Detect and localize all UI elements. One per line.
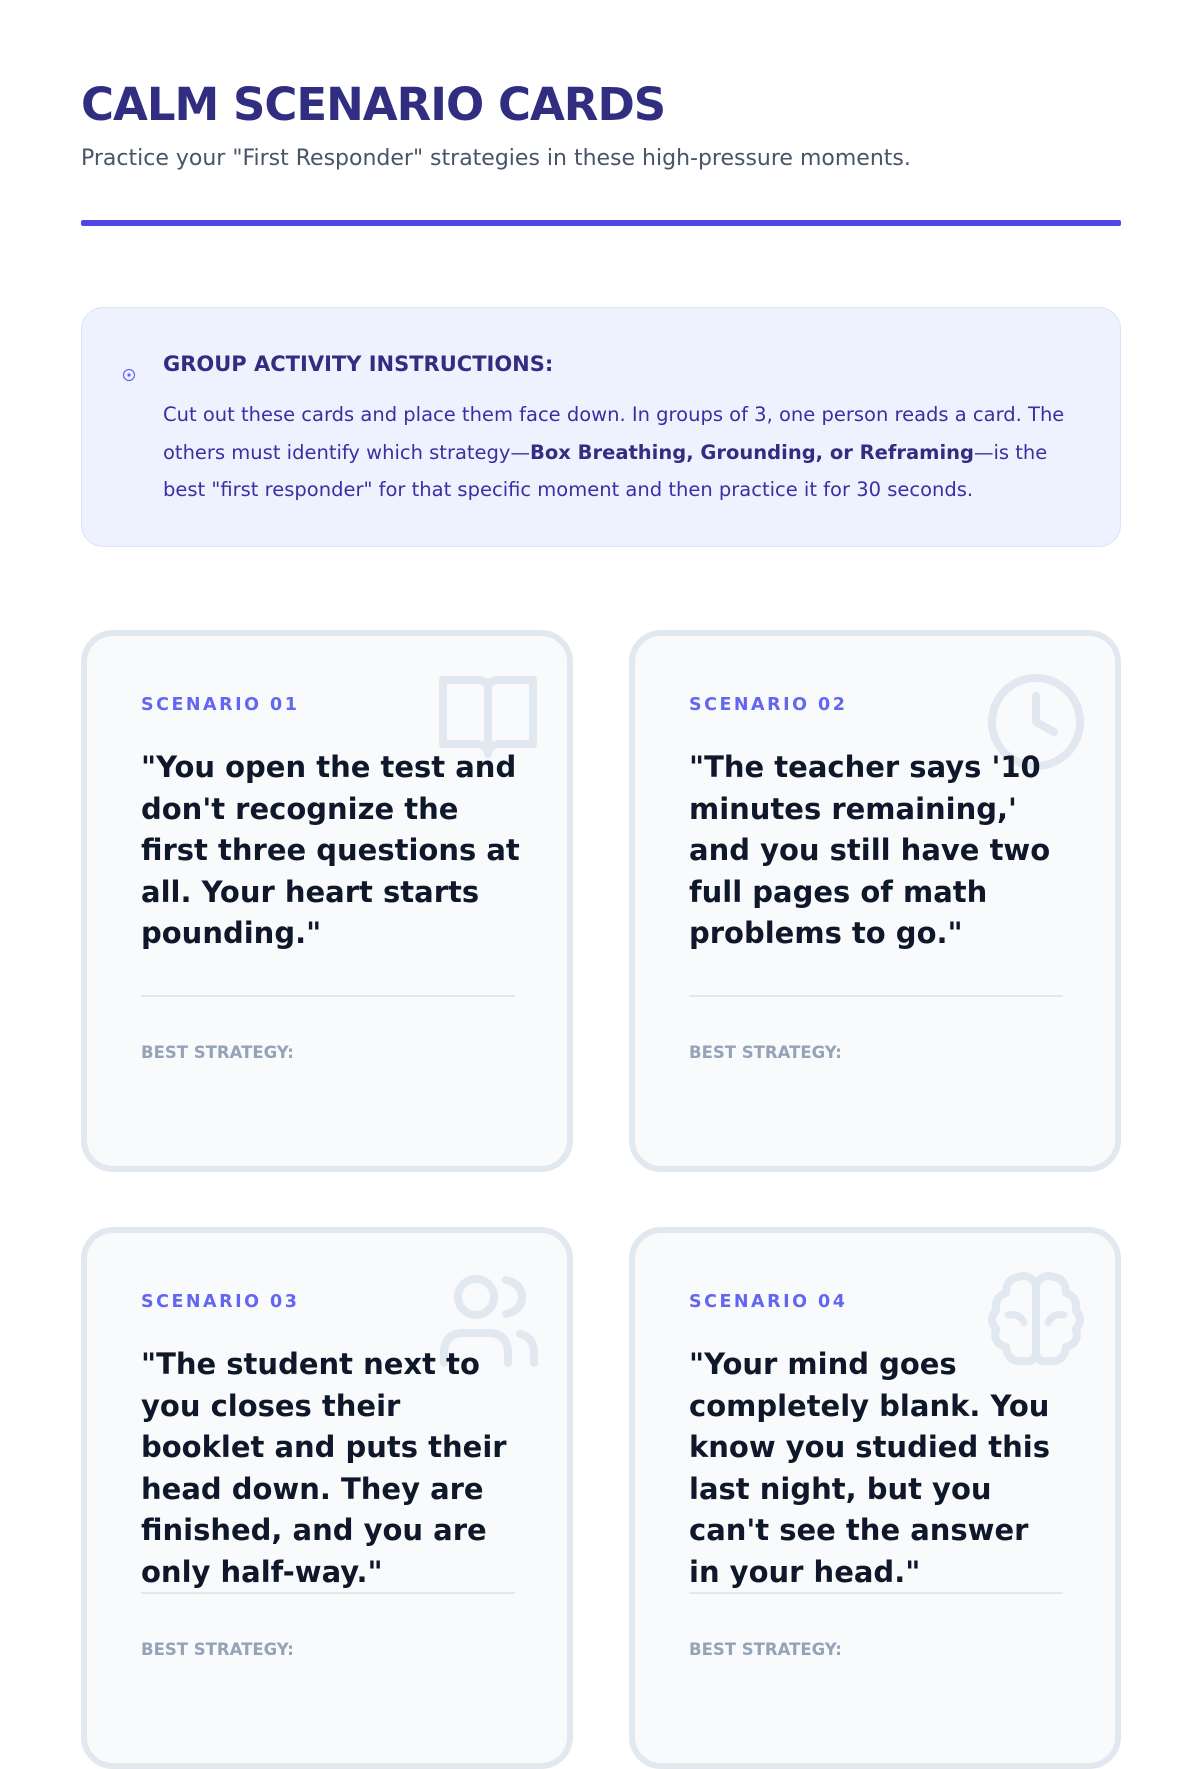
best-strategy-label: BEST STRATEGY: <box>689 1043 842 1062</box>
page-title: CALM SCENARIO CARDS <box>81 78 666 131</box>
card-divider <box>141 995 515 997</box>
instructions-title: GROUP ACTIVITY INSTRUCTIONS: <box>163 352 554 376</box>
info-circle-icon <box>122 368 136 382</box>
best-strategy-label: BEST STRATEGY: <box>689 1640 842 1659</box>
title-divider <box>81 220 1121 226</box>
scenario-label: SCENARIO 04 <box>689 1292 848 1312</box>
scenario-label: SCENARIO 01 <box>141 695 300 715</box>
worksheet-page <box>81 0 1121 1659</box>
best-strategy-label: BEST STRATEGY: <box>141 1043 294 1062</box>
scenario-quote: "Your mind goes completely blank. You know you studied this last night, but you can't see the answer in your head." <box>689 1347 1051 1589</box>
instructions-text-before: Cut out these cards and place them face down. In groups of 3, one person reads a card. The others must identify which strategy— <box>163 403 1065 464</box>
scenario-quote: "The teacher says '10 minutes remaining,' and you still have two full pages of math problems to go." <box>689 750 1051 951</box>
scenario-quote: "The student next to you closes their booklet and puts their head down. They are finished, and you are only half-way." <box>141 1347 507 1589</box>
scenario-card <box>81 1227 573 1769</box>
instructions-text <box>163 396 1078 509</box>
instructions-panel <box>81 307 1121 547</box>
card-divider <box>689 995 1063 997</box>
scenario-label: SCENARIO 03 <box>141 1292 300 1312</box>
best-strategy-label: BEST STRATEGY: <box>141 1640 294 1659</box>
scenario-quote: "You open the test and don't recognize the first three questions at all. Your heart starts pounding." <box>141 750 520 951</box>
scenario-card <box>629 630 1121 1172</box>
instructions-strategies: Box Breathing, Grounding, or Reframing <box>529 440 975 464</box>
scenario-card <box>81 630 573 1172</box>
page-subtitle: Practice your "First Responder" strategies in these high-pressure moments. <box>81 146 911 171</box>
card-divider <box>689 1592 1063 1594</box>
card-divider <box>141 1592 515 1594</box>
scenario-label: SCENARIO 02 <box>689 695 848 715</box>
scenario-card <box>629 1227 1121 1769</box>
instructions-text-after: —is the best "first responder" for that specific moment and then practice it for 30 seconds. <box>163 440 1048 501</box>
